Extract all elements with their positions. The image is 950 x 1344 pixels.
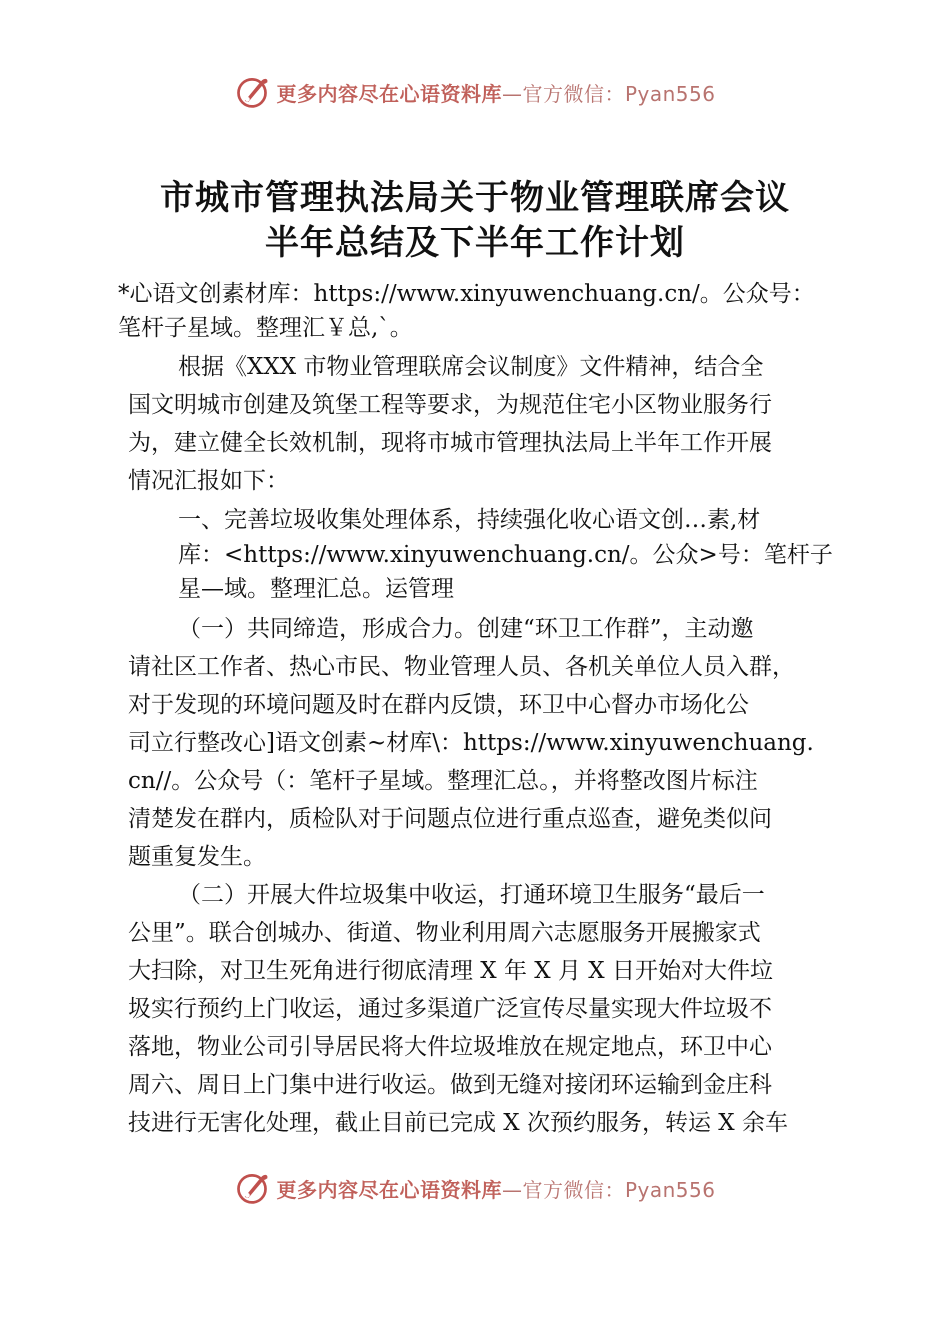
document-title-line-1: 市城市管理执法局关于物业管理联席会议 xyxy=(160,178,790,218)
body-line: 大扫除，对卫生死角进行彻底清理 X 年 X 月 X 日开始对大件垃 xyxy=(128,958,773,984)
body-line: 题重复发生。 xyxy=(128,844,266,870)
body-line: 司立行整改心]语文创素~材库\：https://www.xinyuwenchuang. xyxy=(128,730,814,756)
body-line: 情况汇报如下： xyxy=(128,468,289,494)
body-line: 星—域。整理汇总。运管理 xyxy=(178,576,454,602)
body-line: 根据《XXX 市物业管理联席会议制度》文件精神，结合全 xyxy=(178,354,764,380)
body-line: 对于发现的环境问题及时在群内反馈，环卫中心督办市场化公 xyxy=(128,692,749,718)
watermark-dash: — xyxy=(501,81,523,106)
body-line: 清楚发在群内，质检队对于问题点位进行重点巡查，避免类似问 xyxy=(128,806,772,832)
body-line: （二）开展大件垃圾集中收运，打通环境卫生服务“最后一 xyxy=(178,882,765,908)
watermark-wechat: 官方微信：Pyan556 xyxy=(522,81,716,106)
watermark-text xyxy=(276,1174,715,1203)
body-line: （一）共同缔造，形成合力。创建“环卫工作群”，主动邀 xyxy=(178,616,754,642)
body-line: *心语文创素材库：https://www.xinyuwenchuang.cn/。公众号： xyxy=(118,281,815,307)
watermark-header xyxy=(0,70,950,114)
body-line: 一、完善垃圾收集处理体系，持续强化收心语文创…素,材 xyxy=(178,507,761,533)
body-line: 技进行无害化处理，截止目前已完成 X 次预约服务，转运 X 余车 xyxy=(128,1110,788,1136)
watermark-dash: — xyxy=(501,1177,523,1202)
body-line: cn//。公众号（：笔杆子星域。整理汇总。，并将整改图片标注 xyxy=(128,768,758,794)
quill-pen-logo-icon xyxy=(234,74,270,110)
body-line: 库：<https://www.xinyuwenchuang.cn/。公众>号：笔杆子 xyxy=(178,542,833,568)
body-line: 周六、周日上门集中进行收运。做到无缝对接闭环运输到金庄科 xyxy=(128,1072,772,1098)
body-line: 请社区工作者、热心市民、物业管理人员、各机关单位人员入群， xyxy=(128,654,795,680)
body-line: 落地，物业公司引导居民将大件垃圾堆放在规定地点，环卫中心 xyxy=(128,1034,772,1060)
body-line: 公里”。联合创城办、街道、物业利用周六志愿服务开展搬家式 xyxy=(128,920,761,946)
body-line: 笔杆子星域。整理汇￥总,`。 xyxy=(118,315,413,341)
watermark-wechat: 官方微信：Pyan556 xyxy=(522,1177,716,1202)
body-line: 国文明城市创建及筑堡工程等要求，为规范住宅小区物业服务行 xyxy=(128,392,772,418)
watermark-brand: 更多内容尽在心语资料库 xyxy=(276,1177,502,1202)
watermark-brand: 更多内容尽在心语资料库 xyxy=(276,81,502,106)
quill-pen-logo-icon xyxy=(234,1170,270,1206)
watermark-text xyxy=(276,78,715,107)
body-line: 为，建立健全长效机制，现将市城市管理执法局上半年工作开展 xyxy=(128,430,772,456)
watermark-footer xyxy=(0,1166,950,1210)
body-line: 圾实行预约上门收运，通过多渠道广泛宣传尽量实现大件垃圾不 xyxy=(128,996,772,1022)
document-title-line-2: 半年总结及下半年工作计划 xyxy=(265,223,685,263)
